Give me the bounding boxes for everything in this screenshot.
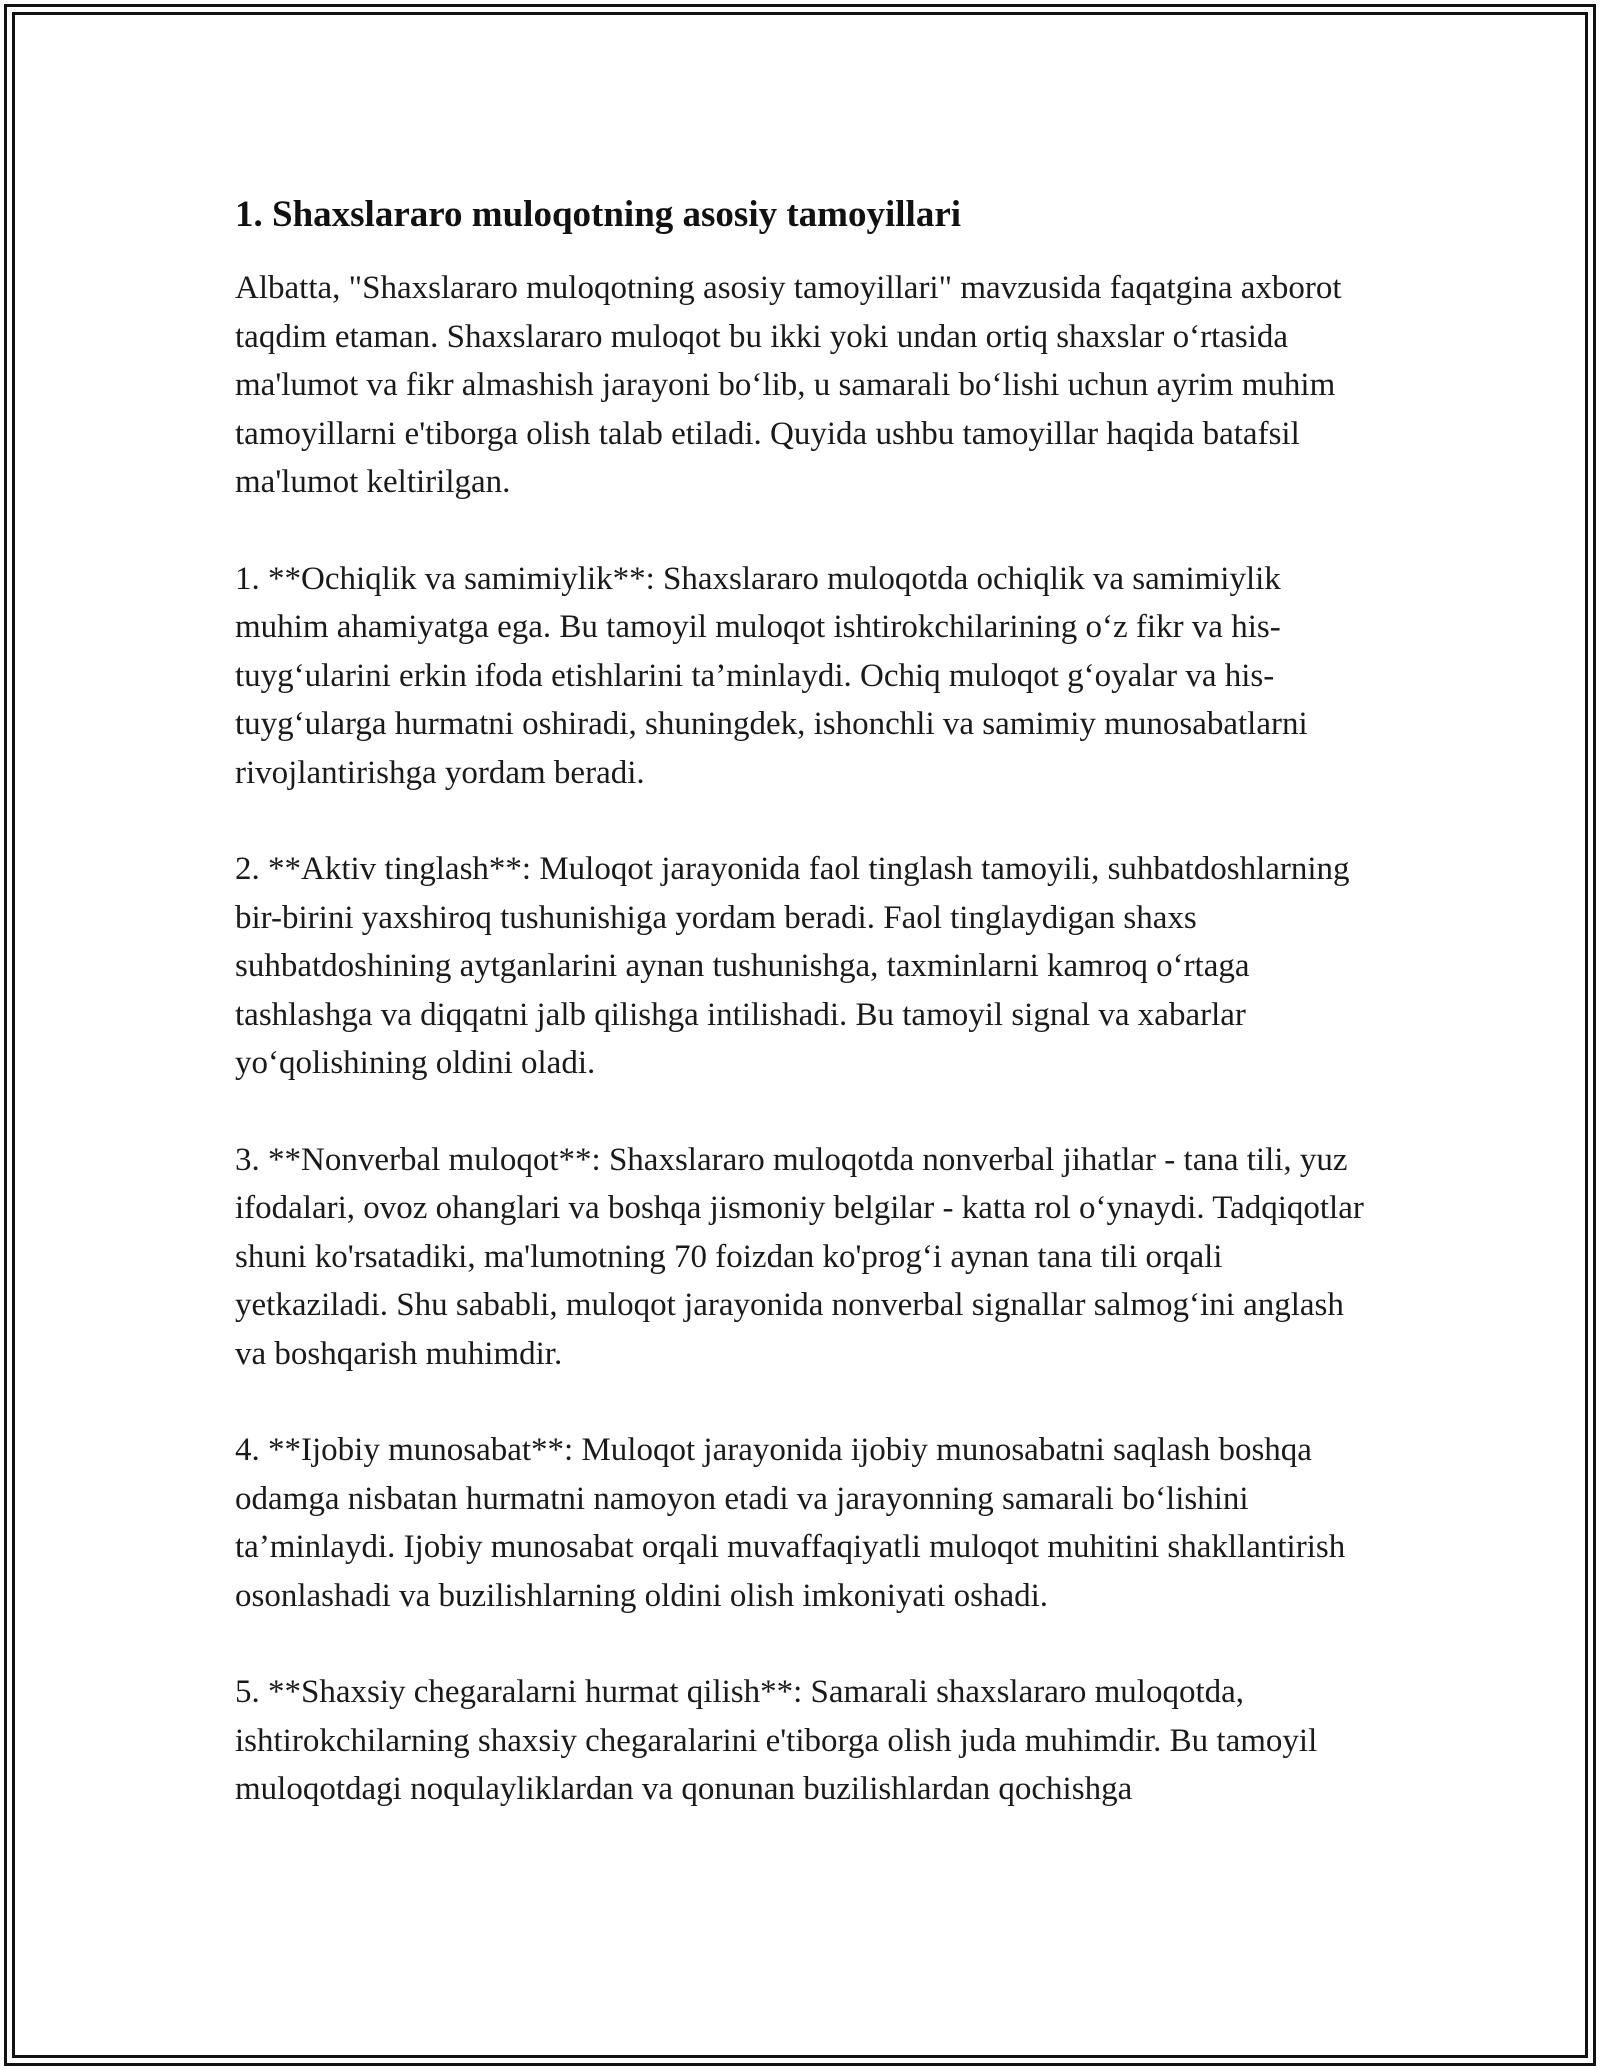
document-title: 1. Shaxslararo muloqotning asosiy tamoyillari [235,194,962,235]
principle-1-paragraph: 1. **Ochiqlik va samimiylik**: Shaxslararo muloqotda ochiqlik va samimiylik muhim ahamiyatga ega. Bu tamoyil muloqot ishtirokchilarining o‘z fikr va his-tuyg‘ularini erkin ifoda etishlarini ta’minlaydi. Ochiq muloqot g‘oyalar va his-tuyg‘ularga hurmatni oshiradi, shuningdek, ishonchli va samimiy munosabatlarni rivojlantirishga yordam beradi. [235,560,1308,791]
intro-paragraph: Albatta, "Shaxslararo muloqotning asosiy tamoyillari" mavzusida faqatgina axborot taqdim etaman. Shaxslararo muloqot bu ikki yoki undan ortiq shaxslar o‘rtasida ma'lumot va fikr almashish jarayoni bo‘lib, u samarali bo‘lishi uchun ayrim muhim tamoyillarni e'tiborga olish talab etiladi. Quyida ushbu tamoyillar haqida batafsil ma'lumot keltirilgan. [235,270,1342,500]
principle-4-paragraph: 4. **Ijobiy munosabat**: Muloqot jarayonida ijobiy munosabatni saqlash boshqa odamga nisbatan hurmatni namoyon etadi va jarayonning samarali bo‘lishini ta’minlaydi. Ijobiy munosabat orqali muvaffaqiyatli muloqot muhitini shakllantirish osonlashadi va buzilishlarning oldini olish imkoniyati oshadi. [235,1432,1346,1614]
principle-2-paragraph: 2. **Aktiv tinglash**: Muloqot jarayonida faol tinglash tamoyili, suhbatdoshlarning bir-birini yaxshiroq tushunishiga yordam beradi. Faol tinglaydigan shaxs suhbatdoshining aytganlarini aynan tushunishga, taxminlarni kamroq o‘rtaga tashlashga va diqqatni jalb qilishga intilishadi. Bu tamoyil signal va xabarlar yo‘qolishining oldini oladi. [235,851,1350,1081]
document-body [235,186,1375,1814]
principle-3-paragraph: 3. **Nonverbal muloqot**: Shaxslararo muloqotda nonverbal jihatlar - tana tili, yuz ifodalari, ovoz ohanglari va boshqa jismoniy belgilar - katta rol o‘ynaydi. Tadqiqotlar shuni ko'rsatadiki, ma'lumotning 70 foizdan ko'prog‘i aynan tana tili orqali yetkaziladi. Shu sababli, muloqot jarayonida nonverbal signallar salmog‘ini anglash va boshqarish muhimdir. [235,1141,1364,1372]
principle-5-paragraph: 5. **Shaxsiy chegaralarni hurmat qilish**: Samarali shaxslararo muloqotda, ishtirokchilarning shaxsiy chegaralarini e'tiborga olish juda muhimdir. Bu tamoyil muloqotdagi noqulayliklardan va qonunan buzilishlardan qochishga [235,1674,1318,1807]
